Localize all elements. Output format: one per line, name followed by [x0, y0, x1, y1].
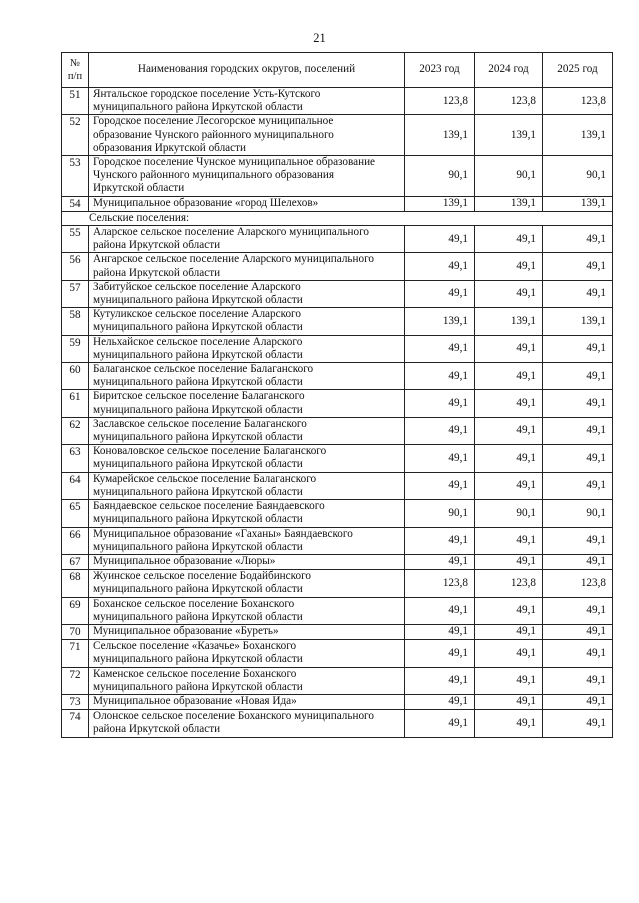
row-number: 60 [62, 363, 89, 390]
row-number: 68 [62, 570, 89, 597]
row-number: 74 [62, 710, 89, 737]
settlement-name [89, 500, 405, 527]
settlement-name [89, 472, 405, 499]
settlement-name [89, 624, 405, 639]
settlement-name [89, 115, 405, 156]
settlement-name-line: образование Чунского районного муниципального [93, 128, 334, 141]
value-2025: 49,1 [543, 624, 613, 639]
value-2025: 139,1 [543, 308, 613, 335]
row-number: 70 [62, 624, 89, 639]
value-2025: 49,1 [543, 253, 613, 280]
table-row [62, 694, 613, 709]
settlement-name-line: Муниципальное образование «Гаханы» Баяндаевского [93, 527, 353, 540]
page-number: 21 [313, 31, 326, 45]
value-2024: 49,1 [475, 527, 543, 554]
settlement-name-line: муниципального района Иркутской области [93, 403, 303, 416]
settlement-name [89, 253, 405, 280]
settlement-name [89, 156, 405, 197]
row-number: 73 [62, 694, 89, 709]
row-number: 54 [62, 196, 89, 211]
settlement-name-line: района Иркутской области [93, 266, 221, 279]
settlement-name-line: Янтальское городское поселение Усть-Кутского [93, 88, 321, 100]
row-number: 51 [62, 88, 89, 115]
header-number-line1: № [69, 58, 81, 69]
value-2024: 49,1 [475, 694, 543, 709]
settlement-name-line: муниципального района Иркутской области [93, 294, 303, 307]
settlement-name [89, 640, 405, 667]
value-2023: 139,1 [405, 196, 475, 211]
value-2023: 49,1 [405, 445, 475, 472]
settlement-name [89, 694, 405, 709]
table-row [62, 472, 613, 499]
value-2024: 49,1 [475, 335, 543, 362]
settlement-name-line: района Иркутской области [93, 723, 221, 736]
table-row [62, 500, 613, 527]
table-row [62, 445, 613, 472]
value-2024: 123,8 [475, 570, 543, 597]
value-2023: 49,1 [405, 640, 475, 667]
value-2025: 49,1 [543, 445, 613, 472]
table-row [62, 570, 613, 597]
value-2023: 49,1 [405, 253, 475, 280]
settlement-name-line: Аларское сельское поселение Аларского муниципального [93, 226, 370, 239]
settlement-name-line: Забитуйское сельское поселение Аларского [93, 280, 301, 293]
row-number: 69 [62, 597, 89, 624]
value-2024: 49,1 [475, 445, 543, 472]
value-2025: 49,1 [543, 694, 613, 709]
value-2025: 49,1 [543, 226, 613, 253]
settlement-name-line: Жуинское сельское поселение Бодайбинского [93, 570, 311, 583]
value-2023: 49,1 [405, 226, 475, 253]
settlement-name [89, 554, 405, 569]
value-2023: 90,1 [405, 156, 475, 197]
settlement-name [89, 88, 405, 115]
value-2025: 90,1 [543, 500, 613, 527]
settlement-name-line: Кутуликское сельское поселение Аларского [93, 308, 301, 321]
value-2023: 49,1 [405, 363, 475, 390]
value-2024: 49,1 [475, 280, 543, 307]
settlement-name [89, 570, 405, 597]
settlement-name-line: Кумарейское сельское поселение Балаганского [93, 472, 317, 485]
table-row [62, 308, 613, 335]
settlement-name [89, 417, 405, 444]
table-row [62, 667, 613, 694]
table-row [62, 527, 613, 554]
value-2025: 49,1 [543, 640, 613, 667]
settlement-name [89, 445, 405, 472]
settlement-name-line: муниципального района Иркутской области [93, 458, 303, 471]
value-2024: 49,1 [475, 226, 543, 253]
value-2025: 49,1 [543, 710, 613, 737]
settlement-name-line: района Иркутской области [93, 239, 221, 252]
table-row [62, 710, 613, 737]
settlement-name-line: Каменское сельское поселение Боханского [93, 667, 297, 680]
settlements-table [61, 52, 613, 738]
value-2025: 49,1 [543, 597, 613, 624]
value-2025: 123,8 [543, 570, 613, 597]
value-2024: 139,1 [475, 115, 543, 156]
settlement-name-line: Баяндаевское сельское поселение Баяндаевского [93, 500, 325, 513]
value-2023: 49,1 [405, 710, 475, 737]
header-2025: 2025 год [543, 53, 613, 88]
row-number: 62 [62, 417, 89, 444]
settlement-name-line: Заславское сельское поселение Балаганского [93, 417, 307, 430]
settlement-name-line: Городское поселение Чунское муниципальное образование [93, 156, 376, 169]
settlement-name [89, 597, 405, 624]
settlement-name-line: Нельхайское сельское поселение Аларского [93, 335, 303, 348]
settlement-name-line: Муниципальное образование «Новая Ида» [93, 694, 297, 707]
settlement-name-line: муниципального района Иркутской области [93, 583, 303, 596]
value-2024: 49,1 [475, 624, 543, 639]
table-row [62, 226, 613, 253]
value-2023: 49,1 [405, 417, 475, 444]
value-2024: 49,1 [475, 597, 543, 624]
settlement-name-line: муниципального района Иркутской области [93, 348, 303, 361]
settlement-name [89, 308, 405, 335]
value-2023: 49,1 [405, 667, 475, 694]
row-number: 63 [62, 445, 89, 472]
value-2024: 49,1 [475, 253, 543, 280]
table-row [62, 115, 613, 156]
row-number: 58 [62, 308, 89, 335]
settlement-name-line: Иркутской области [93, 182, 185, 195]
settlement-name [89, 196, 405, 211]
value-2024: 139,1 [475, 196, 543, 211]
table-row [62, 363, 613, 390]
header-2023: 2023 год [405, 53, 475, 88]
table-row [62, 640, 613, 667]
settlement-name [89, 280, 405, 307]
value-2025: 90,1 [543, 156, 613, 197]
value-2024: 49,1 [475, 554, 543, 569]
row-number: 66 [62, 527, 89, 554]
settlement-name-line: Ангарское сельское поселение Аларского муниципального [93, 253, 375, 266]
table-row [62, 196, 613, 211]
value-2023: 49,1 [405, 280, 475, 307]
settlement-name-line: Сельское поселение «Казачье» Боханского [93, 640, 297, 653]
settlement-name-line: Биритское сельское поселение Балаганского [93, 390, 305, 403]
table-body [62, 88, 613, 738]
value-2023: 49,1 [405, 335, 475, 362]
value-2025: 49,1 [543, 667, 613, 694]
value-2023: 123,8 [405, 570, 475, 597]
settlement-name [89, 390, 405, 417]
settlement-name-line: муниципального района Иркутской области [93, 540, 303, 553]
value-2024: 90,1 [475, 156, 543, 197]
value-2024: 49,1 [475, 710, 543, 737]
row-number: 57 [62, 280, 89, 307]
settlement-name-line: Коноваловское сельское поселение Балаганского [93, 445, 327, 458]
row-number: 64 [62, 472, 89, 499]
value-2025: 49,1 [543, 417, 613, 444]
value-2023: 49,1 [405, 472, 475, 499]
settlement-name [89, 226, 405, 253]
value-2024: 123,8 [475, 88, 543, 115]
settlement-name-line: Муниципальное образование «Буреть» [93, 624, 279, 637]
settlement-name-line: Муниципальное образование «город Шелехов» [93, 196, 319, 209]
value-2024: 49,1 [475, 363, 543, 390]
value-2023: 49,1 [405, 554, 475, 569]
settlement-name [89, 363, 405, 390]
value-2023: 49,1 [405, 694, 475, 709]
value-2025: 49,1 [543, 335, 613, 362]
settlement-name-line: Муниципальное образование «Люры» [93, 554, 276, 567]
settlement-name-line: муниципального района Иркутской области [93, 321, 303, 334]
value-2024: 49,1 [475, 390, 543, 417]
value-2023: 49,1 [405, 624, 475, 639]
header-number-line2: п/п [67, 71, 83, 82]
row-number: 55 [62, 226, 89, 253]
header-2024: 2024 год [475, 53, 543, 88]
value-2025: 49,1 [543, 390, 613, 417]
settlement-name-line: Городское поселение Лесогорское муниципальное [93, 115, 334, 128]
value-2023: 139,1 [405, 308, 475, 335]
value-2025: 123,8 [543, 88, 613, 115]
settlement-name-line: Балаганское сельское поселение Балаганского [93, 363, 314, 376]
value-2025: 139,1 [543, 196, 613, 211]
settlement-name-line: муниципального района Иркутской области [93, 513, 303, 526]
value-2025: 49,1 [543, 527, 613, 554]
table-header-row [62, 53, 613, 88]
value-2025: 49,1 [543, 472, 613, 499]
settlement-name-line: муниципального района Иркутской области [93, 610, 303, 623]
value-2023: 139,1 [405, 115, 475, 156]
settlement-name-line: муниципального района Иркутской области [93, 431, 303, 444]
table-row [62, 335, 613, 362]
section-row [62, 211, 613, 225]
table-row [62, 597, 613, 624]
row-number: 61 [62, 390, 89, 417]
value-2025: 139,1 [543, 115, 613, 156]
value-2024: 49,1 [475, 472, 543, 499]
value-2023: 49,1 [405, 527, 475, 554]
settlement-name-line: Боханское сельское поселение Боханского [93, 597, 295, 610]
settlement-name-line: Чунского районного муниципального образования [93, 169, 335, 182]
settlement-name-line: муниципального района Иркутской области [93, 653, 303, 666]
table-row [62, 156, 613, 197]
settlement-name-line: муниципального района Иркутской области [93, 485, 303, 498]
value-2024: 90,1 [475, 500, 543, 527]
value-2023: 49,1 [405, 390, 475, 417]
row-number: 67 [62, 554, 89, 569]
row-number: 52 [62, 115, 89, 156]
settlement-name-line: Олонское сельское поселение Боханского муниципального [93, 710, 374, 723]
table-row [62, 253, 613, 280]
value-2023: 49,1 [405, 597, 475, 624]
row-number: 56 [62, 253, 89, 280]
settlement-name-line: муниципального района Иркутской области [93, 376, 303, 389]
table-row [62, 280, 613, 307]
value-2024: 49,1 [475, 640, 543, 667]
settlement-name-line: муниципального района Иркутской области [93, 101, 303, 114]
value-2025: 49,1 [543, 554, 613, 569]
value-2025: 49,1 [543, 363, 613, 390]
settlement-name [89, 710, 405, 737]
row-number: 72 [62, 667, 89, 694]
settlement-name-line: муниципального района Иркутской области [93, 680, 303, 693]
table-row [62, 624, 613, 639]
row-number: 59 [62, 335, 89, 362]
settlement-name [89, 667, 405, 694]
table-row [62, 417, 613, 444]
header-number [62, 53, 89, 88]
value-2025: 49,1 [543, 280, 613, 307]
row-number: 65 [62, 500, 89, 527]
settlement-name [89, 527, 405, 554]
row-number: 71 [62, 640, 89, 667]
settlement-name [89, 335, 405, 362]
value-2023: 123,8 [405, 88, 475, 115]
section-label: Сельские поселения: [62, 211, 613, 225]
table-row [62, 390, 613, 417]
value-2024: 49,1 [475, 417, 543, 444]
table-row [62, 88, 613, 115]
row-number: 53 [62, 156, 89, 197]
value-2024: 139,1 [475, 308, 543, 335]
settlement-name-line: образования Иркутской области [93, 141, 246, 154]
header-name: Наименования городских округов, поселений [89, 53, 405, 88]
value-2024: 49,1 [475, 667, 543, 694]
table-row [62, 554, 613, 569]
value-2023: 90,1 [405, 500, 475, 527]
